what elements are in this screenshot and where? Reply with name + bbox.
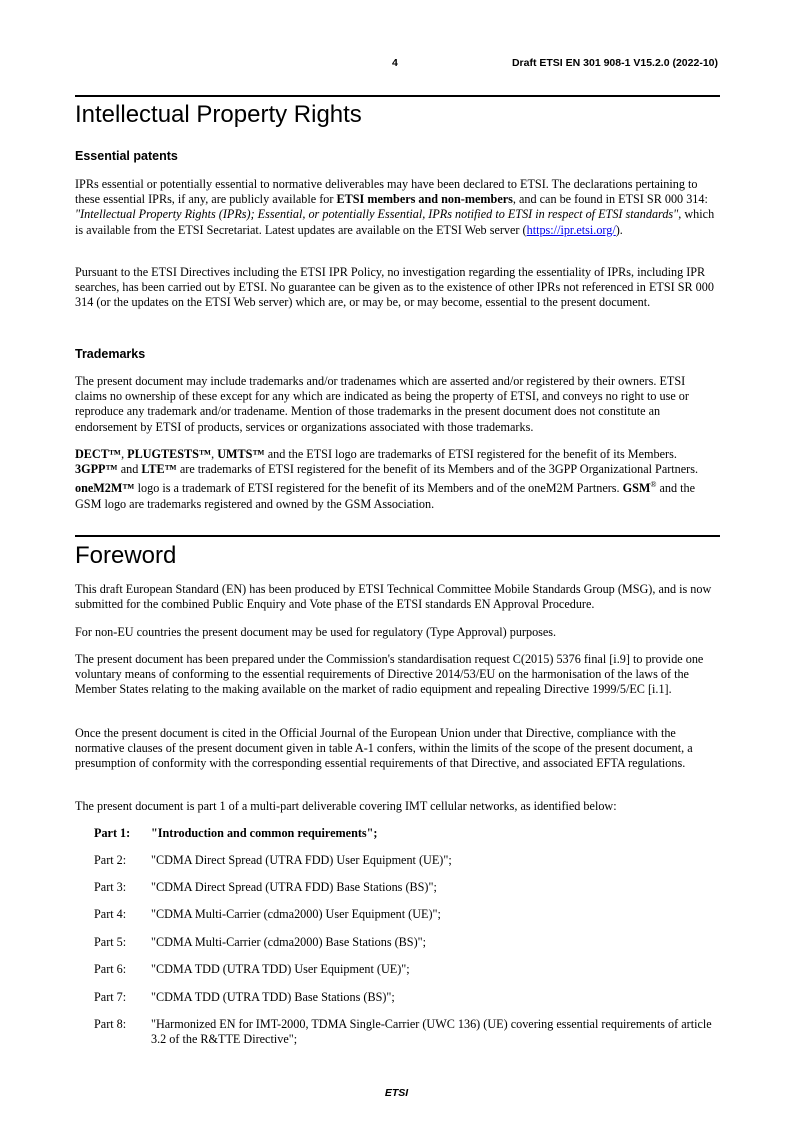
list-item: [94, 826, 720, 841]
paragraph-ipr-pursuant: Pursuant to the ETSI Directives including the ETSI IPR Policy, no investigation regarding the essentiality of IPRs, including IPR searches, has been carried out by ETSI. No guarantee can be given as to the existence of other IPRs not referenced in ETSI SR 000 314 (or the updates on the ETSI Web server) which are, or may be, or may become, essential to the present document.: [75, 265, 714, 310]
section-title-foreword: Foreword: [75, 542, 177, 569]
ipr-etsi-link[interactable]: https://ipr.etsi.org/: [526, 222, 616, 237]
part-label: Part 4:: [94, 907, 127, 921]
part-label: Part 5:: [94, 935, 127, 949]
part-title: "CDMA Direct Spread (UTRA FDD) Base Stations (BS)";: [151, 880, 437, 894]
list-item: [94, 962, 720, 977]
part-title: "CDMA Direct Spread (UTRA FDD) User Equipment (UE)";: [151, 853, 452, 867]
list-item: [94, 880, 720, 895]
list-item: [94, 990, 720, 1005]
paragraph-foreword-multipart: The present document is part 1 of a multi-part deliverable covering IMT cellular networks, as identified below:: [75, 799, 617, 813]
part-title: "CDMA TDD (UTRA TDD) User Equipment (UE)";: [151, 962, 410, 976]
paragraph-trademarks-general: The present document may include trademarks and/or tradenames which are asserted and/or registered by their owners. ETSI claims no ownership of these except for any which are indicated as being the property of ETSI, and conveys no right to use or reproduce any trademark and/or tradename. Mention of those trademarks in the present document does not constitute an endorsement by ETSI of products, services or organizations associated with those trademarks.: [75, 374, 689, 434]
heading-essential-patents: Essential patents: [75, 149, 178, 163]
paragraph-ipr-declarations: IPRs essential or potentially essential to normative deliverables may have been declared to ETSI. The declarations pertaining to these essential IPRs, if any, are publicly available for ETSI members and non-members, and can be found in ETSI SR 000 314: "Intellectual Property Rights (IPRs); Essential, or potentially Essential, IPRs notified to ETSI in respect of ETSI standards", which is available from the ETSI Secretariat. Latest updates are available on the ETSI Web server (https://ipr.etsi.org/).: [75, 177, 715, 237]
part-label: Part 6:: [94, 962, 127, 976]
list-item: [94, 853, 720, 868]
part-label: Part 1:: [94, 826, 131, 840]
paragraph-foreword-non-eu: For non-EU countries the present document may be used for regulatory (Type Approval) purposes.: [75, 625, 557, 639]
part-label: Part 8:: [94, 1017, 127, 1031]
paragraph-trademarks-etsi: DECT™, PLUGTESTS™, UMTS™ and the ETSI logo are trademarks of ETSI registered for the benefit of its Members. 3GPP™ and LTE™ are trademarks of ETSI registered for the benefit of its Members and of the 3GPP Organizational Partners. oneM2M™ logo is a trademark of ETSI registered for the benefit of its Members and of the oneM2M Partners. GSM® and the GSM logo are trademarks registered and owned by the GSM Association.: [75, 447, 699, 511]
part-label: Part 3:: [94, 880, 127, 894]
heading-trademarks: Trademarks: [75, 347, 146, 361]
part-title: "Harmonized EN for IMT-2000, TDMA Single-Carrier (UWC 136) (UE) covering essential requirements of article 3.2 of the R&TTE Directive";: [151, 1017, 712, 1047]
paragraph-foreword-official-journal: Once the present document is cited in the Official Journal of the European Union under that Directive, compliance with the normative clauses of the present document given in table A-1 confers, within the limits of the scope of the present document, a presumption of conformity with the corresponding essential requirements of that Directive, and associated EFTA regulations.: [75, 726, 693, 771]
section-title-ipr: Intellectual Property Rights: [75, 101, 362, 128]
part-label: Part 2:: [94, 853, 127, 867]
list-item: [94, 907, 720, 922]
section-rule: [75, 535, 720, 537]
document-reference: Draft ETSI EN 301 908-1 V15.2.0 (2022-10): [511, 57, 718, 69]
part-title: "CDMA TDD (UTRA TDD) Base Stations (BS)";: [151, 990, 395, 1004]
part-title: "CDMA Multi-Carrier (cdma2000) User Equipment (UE)";: [151, 907, 441, 921]
list-item: [94, 935, 720, 950]
part-title: "CDMA Multi-Carrier (cdma2000) Base Stations (BS)";: [151, 935, 426, 949]
part-label: Part 7:: [94, 990, 127, 1004]
page-footer: ETSI: [384, 1087, 409, 1099]
paragraph-foreword-standardisation: The present document has been prepared under the Commission's standardisation request C(2015) 5376 final [i.9] to provide one voluntary means of conforming to the essential requirements of Directive 2014/53/EU on the harmonisation of the laws of the Member States relating to the making available on the market of radio equipment and repealing Directive 1999/5/EC [i.1].: [75, 652, 704, 697]
list-item: [94, 1017, 720, 1047]
page-number: 4: [392, 57, 398, 69]
section-rule: [75, 95, 720, 97]
paragraph-foreword-intro: This draft European Standard (EN) has been produced by ETSI Technical Committee Mobile Standards Group (MSG), and is now submitted for the combined Public Enquiry and Vote phase of the ETSI standards EN Approval Procedure.: [75, 582, 712, 612]
part-title: "Introduction and common requirements";: [151, 826, 378, 840]
